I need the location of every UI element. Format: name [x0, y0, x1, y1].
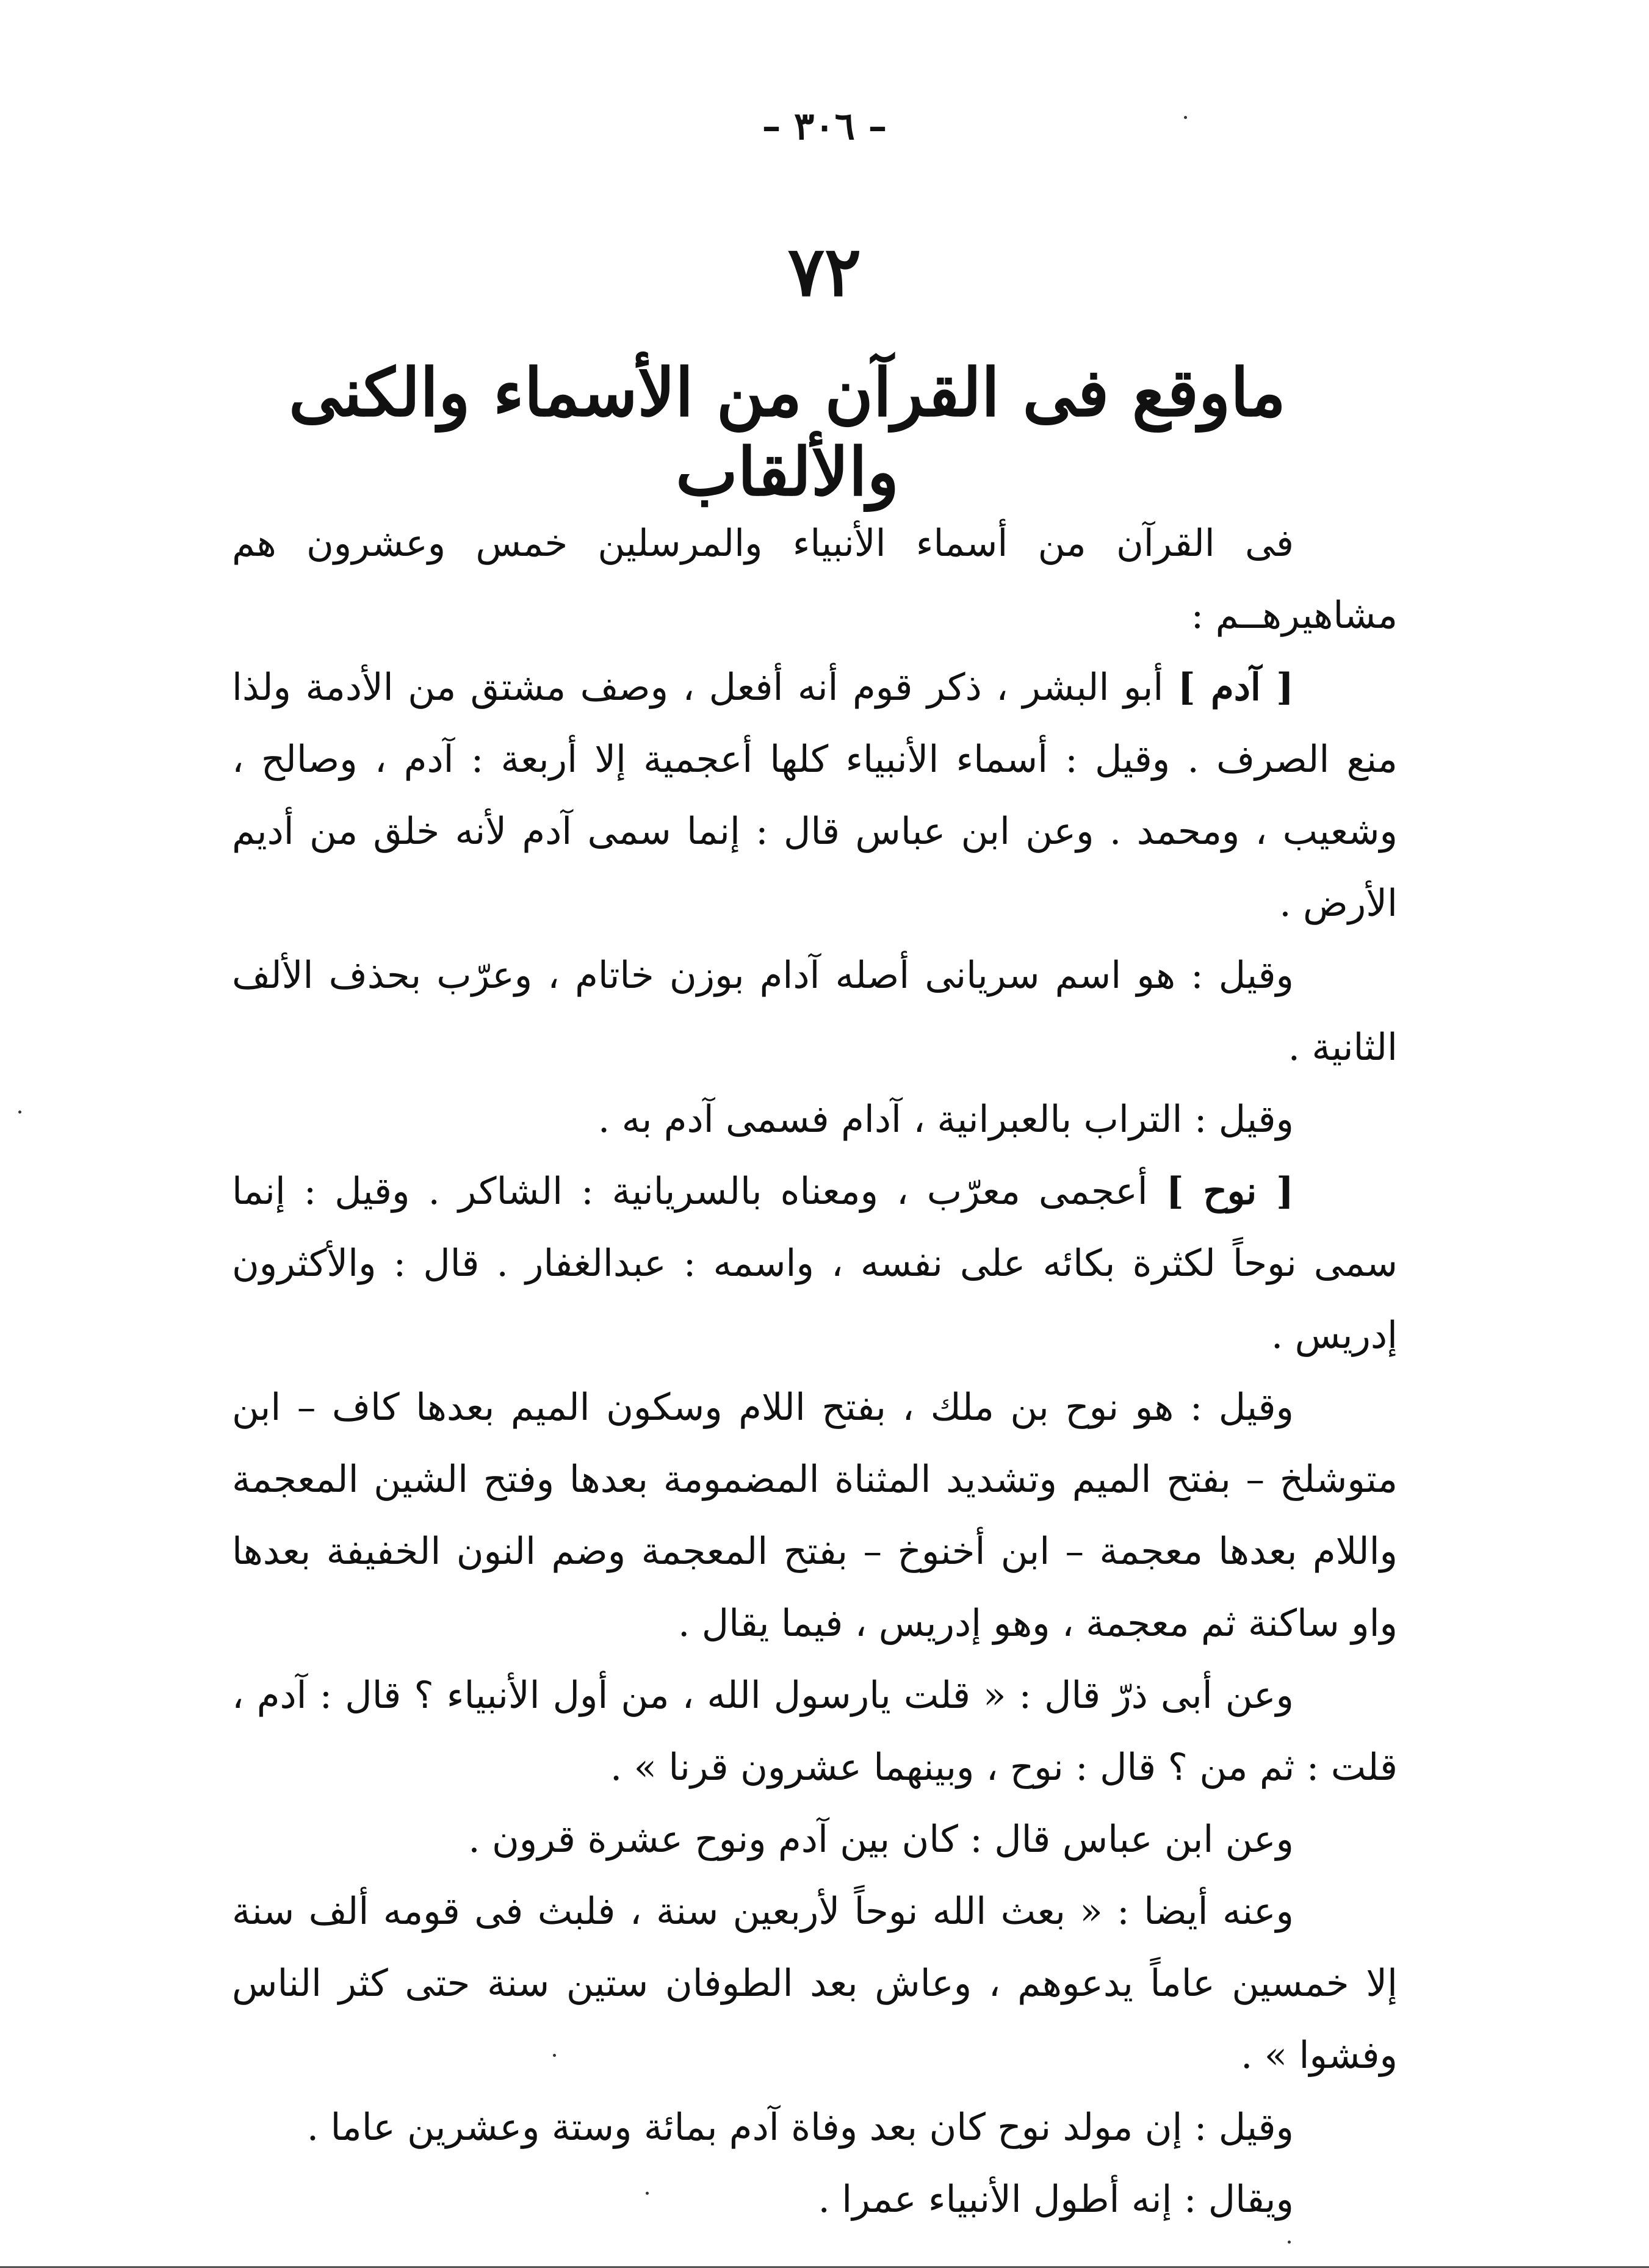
- paragraph-text: وعنه أيضا : « بعث الله نوحاً لأربعين سنة ، فلبث فى قومه ألف سنة إلا خمسين عاماً يدعوهم ، وعاش بعد الطوفان ستين سنة حتى كثر الناس وفشوا » .: [232, 1890, 1398, 2077]
- page-number: – ٣٠٦ –: [762, 104, 887, 148]
- paragraph: [232, 940, 1398, 1084]
- scan-speck: [18, 1111, 21, 1114]
- scan-speck: [553, 2054, 556, 2057]
- paragraph: [232, 652, 1398, 940]
- section-number: ٧٢: [787, 232, 862, 312]
- paragraph: [232, 1876, 1398, 2092]
- paragraph-text: وعن ابن عباس قال : كان بين آدم ونوح عشرة قرون .: [468, 1818, 1294, 1861]
- paragraph-text: ويقال : إنه أطول الأنبياء عمرا .: [818, 2178, 1294, 2221]
- scan-speck: [1184, 116, 1187, 119]
- paragraph: [232, 1804, 1398, 1876]
- paragraph: [232, 1156, 1398, 1372]
- body-text: [232, 508, 1398, 2236]
- paragraph-text: وقيل : هو نوح بن ملك ، بفتح اللام وسكون الميم بعدها كاف – ابن متوشلخ – بفتح الميم وتشديد المثناة المضمومة بعدها وفتح الشين المعجمة واللام بعدها معجمة – ابن أخنوخ – بفتح المعجمة وضم النون الخفيفة بعدها واو ساكنة ثم معجمة ، وهو إدريس ، فيما يقال .: [232, 1386, 1398, 1645]
- paragraph: [232, 2164, 1398, 2236]
- paragraph: [232, 2092, 1398, 2164]
- paragraph-text: وقيل : هو اسم سريانى أصله آدام بوزن خاتام ، وعرّب بحذف الألف الثانية .: [232, 954, 1398, 1069]
- paragraph-text: أبو البشر ، ذكر قوم أنه أفعل ، وصف مشتق من الأدمة ولذا منع الصرف . وقيل : أسماء الأنبياء كلها أعجمية إلا أربعة : آدم ، وصالح ، وشعيب ، ومحمد . وعن ابن عباس قال : إنما سمى آدم لأنه خلق من أديم الأرض .: [232, 666, 1398, 925]
- scan-speck: [646, 2192, 649, 2195]
- paragraph-text: فى القرآن من أسماء الأنبياء والمرسلين خمس وعشرون هم مشاهيرهــم :: [232, 522, 1398, 637]
- scan-speck: [1288, 2241, 1291, 2244]
- entry-heading-nuh: [ نوح ]: [1166, 1170, 1294, 1213]
- paragraph-text: وعن أبى ذرّ قال : « قلت يارسول الله ، من أول الأنبياء ؟ قال : آدم ، قلت : ثم من ؟ قال : نوح ، وبينهما عشرون قرنا » .: [232, 1674, 1398, 1789]
- paragraph-text: أعجمى معرّب ، ومعناه بالسريانية : الشاكر . وقيل : إنما سمى نوحاً لكثرة بكائه على نفسه ، واسمه : عبدالغفار . قال : والأكثرون إدريس .: [232, 1170, 1398, 1357]
- paragraph: [232, 1084, 1398, 1156]
- paragraph: [232, 1372, 1398, 1660]
- paragraph: [232, 1660, 1398, 1804]
- paragraph-text: وقيل : التراب بالعبرانية ، آدام فسمى آدم به .: [597, 1098, 1294, 1141]
- paragraph-text: وقيل : إن مولد نوح كان بعد وفاة آدم بمائة وستة وعشرين عاما .: [306, 2106, 1294, 2149]
- entry-heading-adam: [ آدم ]: [1177, 666, 1294, 709]
- chapter-title: ماوقع فى القرآن من الأسماء والكنى والألقاب: [289, 355, 1286, 511]
- paragraph: [232, 508, 1398, 652]
